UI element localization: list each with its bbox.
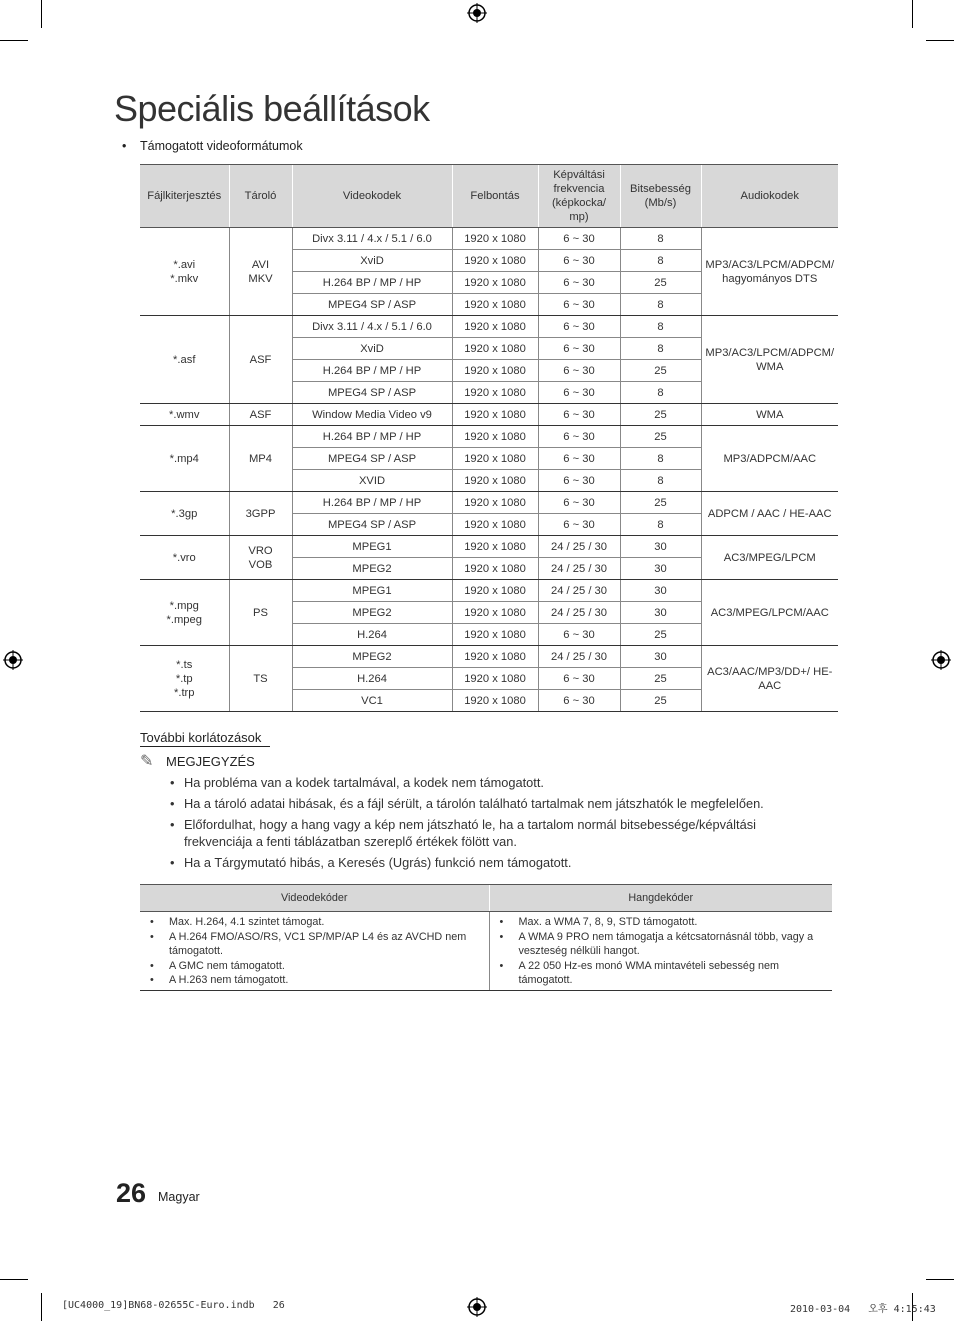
- registration-mark-icon: [467, 1297, 487, 1317]
- bitrate-cell: 8: [620, 338, 701, 360]
- ext-cell: *.asf: [140, 316, 229, 404]
- list-item: • Előfordulhat, hogy a hang vagy a kép nem játszható le, ha a tartalom normál bitsebessége/képváltási frekvenciája a fenti táblázatban szereplő értékek fölött van.: [170, 817, 756, 849]
- video-codec-cell: H.264: [292, 624, 452, 646]
- note-label: MEGJEGYZÉS: [166, 754, 255, 769]
- bitrate-cell: 30: [620, 646, 701, 668]
- audio-codec-cell: AC3/MPEG/LPCM: [701, 536, 838, 580]
- list-item: • A WMA 9 PRO nem támogatja a kétcsatornásnál több, vagy a veszteség nélküli hangot.: [499, 930, 814, 958]
- header-framerate: Képváltási frekvencia (képkocka/ mp): [538, 165, 620, 228]
- framerate-cell: 6 ~ 30: [538, 250, 620, 272]
- ext-cell: *.mpg *.mpeg: [140, 580, 229, 646]
- resolution-cell: 1920 x 1080: [452, 250, 538, 272]
- video-codec-cell: MPEG4 SP / ASP: [292, 514, 452, 536]
- audio-codec-cell: MP3/ADPCM/AAC: [701, 426, 838, 492]
- resolution-cell: 1920 x 1080: [452, 404, 538, 426]
- container-cell: ASF: [229, 316, 292, 404]
- header-video-codec: Videokodek: [292, 165, 452, 228]
- bitrate-cell: 25: [620, 272, 701, 294]
- table-row: [140, 426, 838, 448]
- ext-cell: *.ts *.tp *.trp: [140, 646, 229, 712]
- bitrate-cell: 30: [620, 602, 701, 624]
- crop-mark: [912, 0, 913, 28]
- framerate-cell: 24 / 25 / 30: [538, 558, 620, 580]
- ext-cell: *.mp4: [140, 426, 229, 492]
- framerate-cell: 6 ~ 30: [538, 492, 620, 514]
- video-codec-cell: MPEG2: [292, 558, 452, 580]
- resolution-cell: 1920 x 1080: [452, 690, 538, 712]
- resolution-cell: 1920 x 1080: [452, 558, 538, 580]
- table-header-row: [140, 885, 832, 912]
- bitrate-cell: 30: [620, 558, 701, 580]
- resolution-cell: 1920 x 1080: [452, 536, 538, 558]
- container-cell: TS: [229, 646, 292, 712]
- header-container: Tároló: [229, 165, 292, 228]
- video-codec-cell: VC1: [292, 690, 452, 712]
- footer-date: 2010-03-04 오후 4:15:43: [790, 1304, 936, 1315]
- list-item: • A H.264 FMO/ASO/RS, VC1 SP/MP/AP L4 és az AVCHD nem támogatott.: [150, 930, 467, 958]
- registration-mark-icon: [931, 650, 951, 670]
- framerate-cell: 6 ~ 30: [538, 382, 620, 404]
- bitrate-cell: 25: [620, 492, 701, 514]
- video-codec-cell: MPEG2: [292, 602, 452, 624]
- list-item: • A 22 050 Hz-es monó WMA mintavételi sebesség nem támogatott.: [499, 959, 779, 987]
- video-codec-cell: MPEG4 SP / ASP: [292, 382, 452, 404]
- crop-mark: [926, 40, 954, 41]
- bitrate-cell: 25: [620, 624, 701, 646]
- video-codec-cell: Divx 3.11 / 4.x / 5.1 / 6.0: [292, 228, 452, 250]
- resolution-cell: 1920 x 1080: [452, 580, 538, 602]
- framerate-cell: 6 ~ 30: [538, 448, 620, 470]
- resolution-cell: 1920 x 1080: [452, 360, 538, 382]
- container-cell: 3GPP: [229, 492, 292, 536]
- bitrate-cell: 8: [620, 250, 701, 272]
- page-number: 26: [116, 1178, 147, 1208]
- framerate-cell: 6 ~ 30: [538, 316, 620, 338]
- resolution-cell: 1920 x 1080: [452, 492, 538, 514]
- note-header: [140, 751, 255, 771]
- video-codec-cell: H.264: [292, 668, 452, 690]
- framerate-cell: 6 ~ 30: [538, 514, 620, 536]
- footer-file-info: [UC4000_19]BN68-02655C-Euro.indb 26: [62, 1300, 285, 1311]
- resolution-cell: 1920 x 1080: [452, 228, 538, 250]
- list-item: • Max. H.264, 4.1 szintet támogat.: [150, 916, 325, 928]
- supported-video-formats-table: [140, 164, 838, 712]
- crop-mark: [926, 1279, 954, 1280]
- bitrate-cell: 8: [620, 514, 701, 536]
- resolution-cell: 1920 x 1080: [452, 470, 538, 492]
- audio-codec-cell: ADPCM / AAC / HE-AAC: [701, 492, 838, 536]
- ext-cell: *.3gp: [140, 492, 229, 536]
- resolution-cell: 1920 x 1080: [452, 646, 538, 668]
- table-row: [140, 646, 838, 668]
- video-codec-cell: XVID: [292, 470, 452, 492]
- resolution-cell: 1920 x 1080: [452, 382, 538, 404]
- bullet: •: [122, 139, 127, 153]
- bitrate-cell: 25: [620, 426, 701, 448]
- framerate-cell: 24 / 25 / 30: [538, 602, 620, 624]
- audio-codec-cell: AC3/MPEG/LPCM/AAC: [701, 580, 838, 646]
- framerate-cell: 6 ~ 30: [538, 272, 620, 294]
- bitrate-cell: 8: [620, 316, 701, 338]
- video-codec-cell: MPEG1: [292, 580, 452, 602]
- table-row: [140, 912, 832, 991]
- framerate-cell: 6 ~ 30: [538, 470, 620, 492]
- ext-cell: *.avi *.mkv: [140, 228, 229, 316]
- table-row: [140, 580, 838, 602]
- header-resolution: Felbontás: [452, 165, 538, 228]
- video-codec-cell: Divx 3.11 / 4.x / 5.1 / 6.0: [292, 316, 452, 338]
- framerate-cell: 6 ~ 30: [538, 294, 620, 316]
- page-title: Speciális beállítások: [114, 88, 430, 129]
- audio-codec-cell: MP3/AC3/LPCM/ADPCM/ hagyományos DTS: [701, 228, 838, 316]
- ext-cell: *.wmv: [140, 404, 229, 426]
- framerate-cell: 6 ~ 30: [538, 426, 620, 448]
- table-row: [140, 404, 838, 426]
- resolution-cell: 1920 x 1080: [452, 338, 538, 360]
- framerate-cell: 24 / 25 / 30: [538, 536, 620, 558]
- video-codec-cell: XviD: [292, 338, 452, 360]
- audio-decoder-header: Hangdekóder: [489, 885, 832, 912]
- container-cell: AVI MKV: [229, 228, 292, 316]
- header-ext: Fájlkiterjesztés: [140, 165, 229, 228]
- table-row: [140, 316, 838, 338]
- audio-codec-cell: WMA: [701, 404, 838, 426]
- restrictions-list: [170, 774, 810, 875]
- list-item: • Max. a WMA 7, 8, 9, STD támogatott.: [499, 916, 698, 928]
- video-codec-cell: MPEG4 SP / ASP: [292, 448, 452, 470]
- audio-codec-cell: AC3/AAC/MP3/DD+/ HE-AAC: [701, 646, 838, 712]
- bitrate-cell: 25: [620, 690, 701, 712]
- resolution-cell: 1920 x 1080: [452, 668, 538, 690]
- framerate-cell: 6 ~ 30: [538, 668, 620, 690]
- header-audio-codec: Audiokodek: [701, 165, 838, 228]
- video-codec-cell: H.264 BP / MP / HP: [292, 426, 452, 448]
- crop-mark: [41, 1293, 42, 1321]
- video-codec-cell: MPEG1: [292, 536, 452, 558]
- video-codec-cell: MPEG2: [292, 646, 452, 668]
- container-cell: ASF: [229, 404, 292, 426]
- framerate-cell: 6 ~ 30: [538, 690, 620, 712]
- resolution-cell: 1920 x 1080: [452, 316, 538, 338]
- list-item: • Ha a Tárgymutató hibás, a Keresés (Ugrás) funkció nem támogatott.: [170, 855, 572, 870]
- video-decoder-header: Videodekóder: [140, 885, 489, 912]
- resolution-cell: 1920 x 1080: [452, 602, 538, 624]
- container-cell: MP4: [229, 426, 292, 492]
- resolution-cell: 1920 x 1080: [452, 624, 538, 646]
- framerate-cell: 6 ~ 30: [538, 360, 620, 382]
- table-header-row: [140, 165, 838, 228]
- bitrate-cell: 8: [620, 470, 701, 492]
- bitrate-cell: 8: [620, 382, 701, 404]
- resolution-cell: 1920 x 1080: [452, 448, 538, 470]
- decoder-table: [140, 884, 832, 991]
- framerate-cell: 24 / 25 / 30: [538, 646, 620, 668]
- registration-mark-icon: [3, 650, 23, 670]
- video-codec-cell: MPEG4 SP / ASP: [292, 294, 452, 316]
- crop-mark: [0, 40, 28, 41]
- list-item: • A GMC nem támogatott.: [150, 959, 285, 972]
- video-codec-cell: XviD: [292, 250, 452, 272]
- pencil-note-icon: ✎: [140, 753, 154, 770]
- resolution-cell: 1920 x 1080: [452, 272, 538, 294]
- restrictions-heading: További korlátozások: [140, 730, 270, 747]
- resolution-cell: 1920 x 1080: [452, 294, 538, 316]
- bitrate-cell: 8: [620, 448, 701, 470]
- formats-table-body: [140, 228, 838, 712]
- table-row: [140, 492, 838, 514]
- table-row: [140, 536, 838, 558]
- video-codec-cell: H.264 BP / MP / HP: [292, 492, 452, 514]
- resolution-cell: 1920 x 1080: [452, 426, 538, 448]
- video-decoder-cell: [140, 912, 489, 991]
- bitrate-cell: 25: [620, 668, 701, 690]
- bitrate-cell: 30: [620, 536, 701, 558]
- container-cell: PS: [229, 580, 292, 646]
- container-cell: VRO VOB: [229, 536, 292, 580]
- bitrate-cell: 8: [620, 294, 701, 316]
- bitrate-cell: 25: [620, 360, 701, 382]
- section-label: [122, 139, 303, 153]
- crop-mark: [41, 0, 42, 28]
- page-language: Magyar: [158, 1190, 200, 1204]
- ext-cell: *.vro: [140, 536, 229, 580]
- list-item: • Ha probléma van a kodek tartalmával, a kodek nem támogatott.: [170, 775, 544, 790]
- list-item: • A H.263 nem támogatott.: [150, 974, 289, 987]
- section-label-text: Támogatott videoformátumok: [140, 139, 303, 153]
- framerate-cell: 6 ~ 30: [538, 338, 620, 360]
- bitrate-cell: 30: [620, 580, 701, 602]
- video-codec-cell: H.264 BP / MP / HP: [292, 272, 452, 294]
- list-item: • Ha a tároló adatai hibásak, és a fájl sérült, a tárolón található tartalmak nem játszhatók le megfelelően.: [170, 796, 764, 811]
- framerate-cell: 6 ~ 30: [538, 228, 620, 250]
- header-bitrate: Bitsebesség (Mb/s): [620, 165, 701, 228]
- framerate-cell: 24 / 25 / 30: [538, 580, 620, 602]
- video-codec-cell: Window Media Video v9: [292, 404, 452, 426]
- resolution-cell: 1920 x 1080: [452, 514, 538, 536]
- bitrate-cell: 8: [620, 228, 701, 250]
- table-row: [140, 228, 838, 250]
- framerate-cell: 6 ~ 30: [538, 404, 620, 426]
- registration-mark-icon: [467, 3, 487, 23]
- framerate-cell: 6 ~ 30: [538, 624, 620, 646]
- video-codec-cell: H.264 BP / MP / HP: [292, 360, 452, 382]
- crop-mark: [0, 1279, 28, 1280]
- bitrate-cell: 25: [620, 404, 701, 426]
- audio-codec-cell: MP3/AC3/LPCM/ADPCM/ WMA: [701, 316, 838, 404]
- audio-decoder-cell: [489, 912, 832, 991]
